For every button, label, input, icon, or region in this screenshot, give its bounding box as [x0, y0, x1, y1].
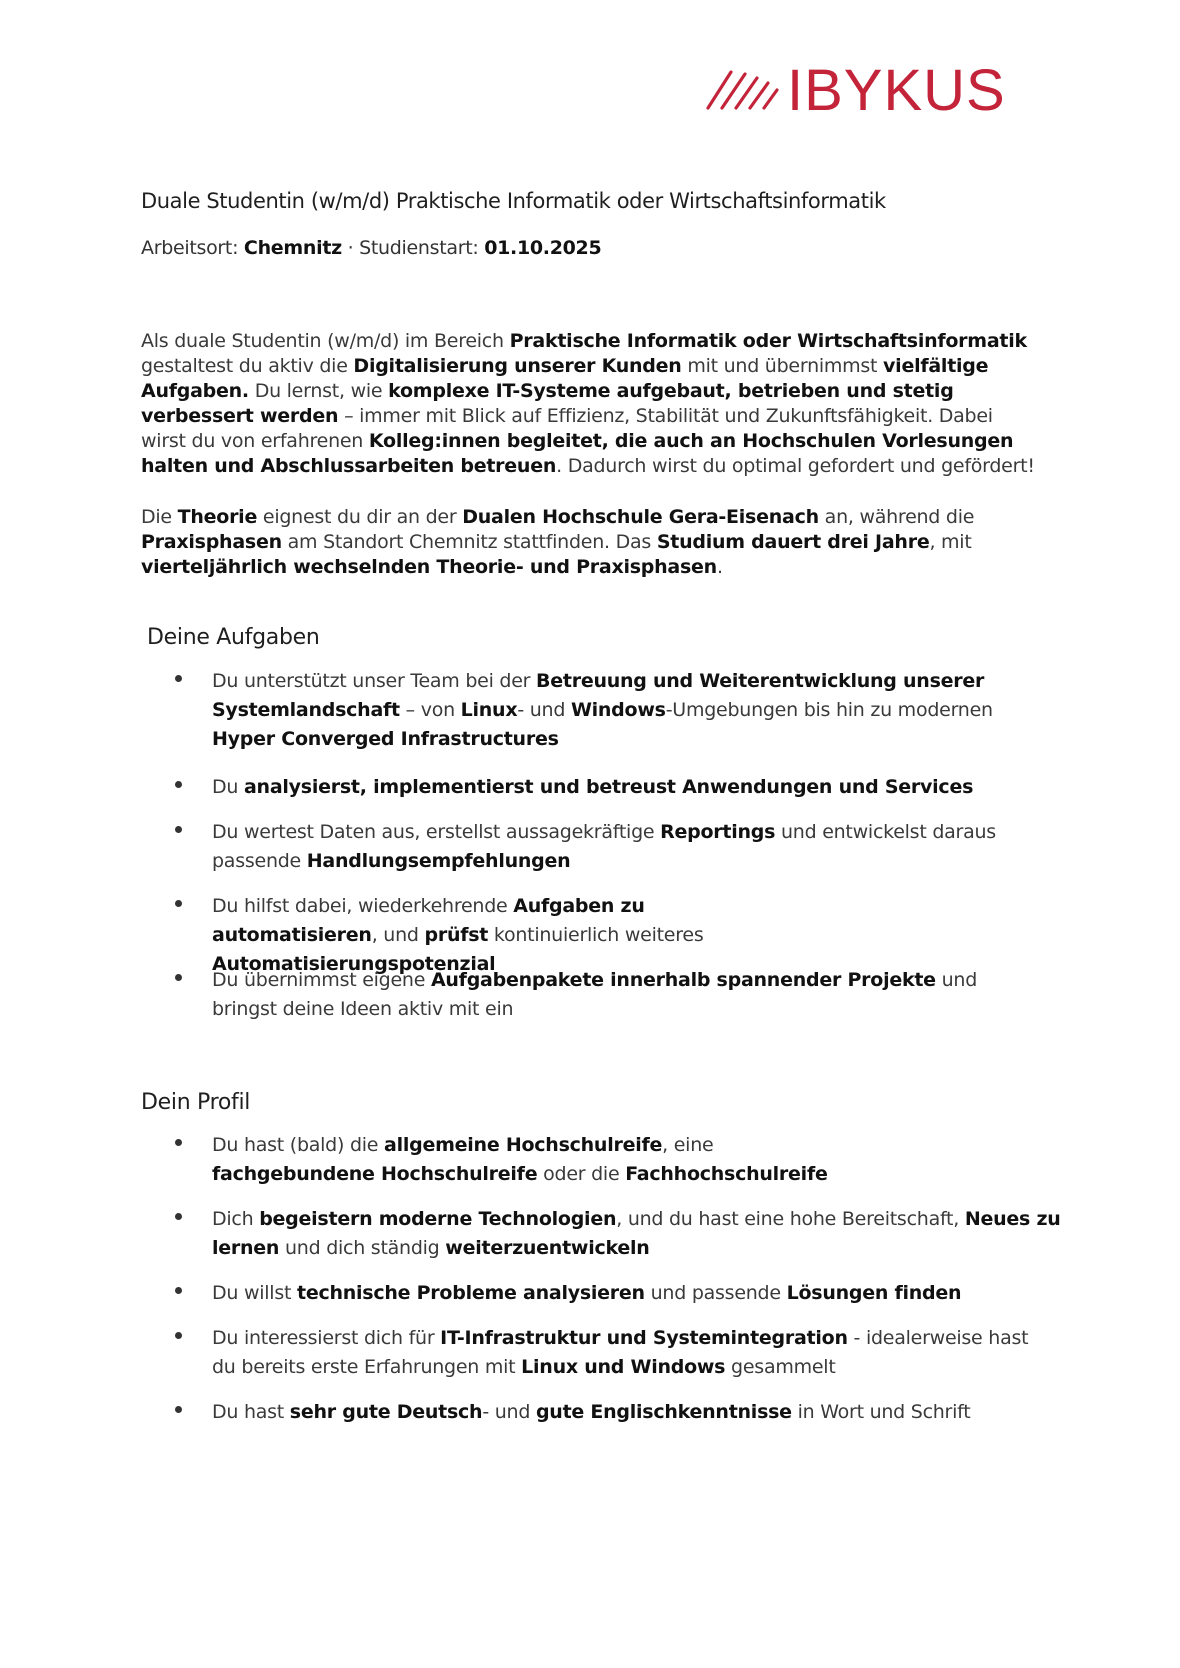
text-run: Du wertest Daten aus, erstellst aussagekräftige [212, 821, 661, 843]
text-run: kontinuierlich weiteres [488, 924, 704, 946]
emphasis-text: gute Englischkenntnisse [535, 1401, 792, 1423]
emphasis-text: sehr gute Deutsch [289, 1401, 483, 1423]
start-date: 01.10.2025 [484, 237, 602, 259]
text-run: Die [141, 506, 178, 528]
list-item-text [212, 966, 1022, 1024]
emphasis-text: Lösungen finden [786, 1282, 962, 1304]
emphasis-text: Betreuung und Weiterentwicklung unserer Systemlandschaft [212, 670, 985, 721]
text-run: in Wort und Schrift [791, 1401, 971, 1423]
text-run: . [716, 556, 723, 578]
emphasis-text: technische Probleme analysieren [296, 1282, 645, 1304]
location-label: Arbeitsort: [141, 237, 244, 259]
text-run: , mit [929, 531, 972, 553]
text-run: Du hast (bald) die [212, 1134, 385, 1156]
emphasis-text: Neues zu lernen [212, 1208, 1061, 1259]
text-run: , und [371, 924, 425, 946]
emphasis-text: fachgebundene Hochschulreife [212, 1163, 538, 1185]
emphasis-text: Hyper Converged Infrastructures [212, 728, 559, 750]
text-run: Du unterstützt unser Team bei der [212, 670, 536, 692]
emphasis-text: Linux [460, 699, 518, 721]
text-run: - und [482, 1401, 536, 1423]
emphasis-text: vierteljährlich wechselnden Theorie- und Praxisphasen [141, 556, 717, 578]
emphasis-text: begeistern moderne Technologien [259, 1208, 617, 1230]
location-value: Chemnitz [243, 237, 342, 259]
text-run: gestaltest du aktiv die [141, 355, 354, 377]
emphasis-text: vielfältige Aufgaben. [141, 355, 989, 402]
list-item-text [212, 1131, 852, 1189]
emphasis-text: komplexe IT-Systeme aufgebaut, betrieben und stetig verbessert werden [141, 380, 954, 427]
bullet-icon [175, 781, 182, 788]
meta-separator: · [341, 237, 360, 259]
list-item-text [212, 1279, 1052, 1308]
emphasis-text: Reportings [660, 821, 776, 843]
emphasis-text: analysierst, implementierst und betreust Anwendungen und Services [243, 776, 974, 798]
job-title: Duale Studentin (w/m/d) Praktische Informatik oder Wirtschaftsinformatik [141, 189, 886, 213]
text-run: gesammelt [725, 1356, 836, 1378]
text-run: Du übernimmst eigene [212, 969, 431, 991]
emphasis-text: Praktische Informatik oder Wirtschaftsinformatik [509, 330, 1027, 352]
bullet-icon [175, 826, 182, 833]
start-label: Studienstart: [359, 237, 485, 259]
bullet-icon [175, 900, 182, 907]
list-item-text [212, 1324, 1042, 1382]
intro-paragraph [141, 329, 1041, 479]
text-run: – immer mit Blick auf Effizienz, Stabilität und Zukunftsfähigkeit. Dabei wirst du von erfahrenen [141, 405, 993, 452]
text-run: Du lernst, wie [248, 380, 389, 402]
emphasis-text: Kolleg:innen begleitet, die auch an Hochschulen Vorlesungen halten und Abschlussarbeiten betreuen [141, 430, 1014, 477]
list-item-text [212, 667, 1052, 754]
emphasis-text: Handlungsempfehlungen [306, 850, 571, 872]
text-run: – von [399, 699, 461, 721]
emphasis-text: Windows [570, 699, 666, 721]
text-run: und bringst deine Ideen aktiv mit ein [212, 969, 978, 1020]
text-run: - idealerweise hast du bereits erste Erfahrungen mit [212, 1327, 1029, 1378]
text-run: , und du hast eine hohe Bereitschaft, [616, 1208, 965, 1230]
text-run: Du willst [212, 1282, 297, 1304]
text-run: Du interessierst dich für [212, 1327, 441, 1349]
list-item-text [212, 773, 1052, 802]
emphasis-text: Theorie [177, 506, 258, 528]
list-item-text [212, 1398, 1052, 1427]
text-run: und dich ständig [279, 1237, 446, 1259]
text-run: an, während die [818, 506, 975, 528]
text-run: Du hast [212, 1401, 290, 1423]
emphasis-text: Aufgabenpakete innerhalb spannender Projekte [430, 969, 936, 991]
text-run: Dich [212, 1208, 260, 1230]
emphasis-text: weiterzuentwickeln [445, 1237, 650, 1259]
logo-mark-icon [708, 72, 777, 108]
section-heading-profil: Dein Profil [141, 1090, 251, 1115]
text-run: Als duale Studentin (w/m/d) im Bereich [141, 330, 510, 352]
emphasis-text: allgemeine Hochschulreife [384, 1134, 663, 1156]
text-run: und passende [644, 1282, 787, 1304]
text-run: Du hilfst dabei, wiederkehrende [212, 895, 514, 917]
logo-wordmark: IBYKUS [787, 62, 1006, 123]
bullet-icon [175, 1406, 182, 1413]
emphasis-text: Aufgaben zu automatisieren [212, 895, 645, 946]
emphasis-text: Linux und Windows [521, 1356, 726, 1378]
emphasis-text: Dualen Hochschule Gera-Eisenach [462, 506, 819, 528]
job-meta [141, 237, 601, 259]
text-run: . Dadurch wirst du optimal gefordert und gefördert! [556, 455, 1035, 477]
emphasis-text: Studium dauert drei Jahre [656, 531, 930, 553]
emphasis-text: Fachhochschulreife [625, 1163, 828, 1185]
company-logo [705, 62, 1025, 132]
text-run: oder die [537, 1163, 626, 1185]
emphasis-text: Praxisphasen [141, 531, 282, 553]
text-run: am Standort Chemnitz stattfinden. Das [281, 531, 657, 553]
study-structure-paragraph [141, 505, 981, 580]
bullet-icon [175, 675, 182, 682]
bullet-icon [175, 1287, 182, 1294]
emphasis-text: Automatisierungspotenzial [212, 953, 496, 975]
emphasis-text: IT-Infrastruktur und Systemintegration [440, 1327, 848, 1349]
list-item-text [212, 818, 1052, 876]
section-heading-aufgaben: Deine Aufgaben [147, 625, 320, 650]
text-run: - und [517, 699, 571, 721]
bullet-icon [175, 974, 182, 981]
emphasis-text: prüfst [424, 924, 489, 946]
bullet-icon [175, 1139, 182, 1146]
emphasis-text: Digitalisierung unserer Kunden [353, 355, 682, 377]
text-run: eignest du dir an der [257, 506, 463, 528]
text-run: , eine [662, 1134, 714, 1156]
bullet-icon [175, 1332, 182, 1339]
text-run: und entwickelst daraus passende [212, 821, 996, 872]
bullet-icon [175, 1213, 182, 1220]
text-run: mit und übernimmst [681, 355, 884, 377]
text-run: Du [212, 776, 244, 798]
text-run: -Umgebungen bis hin zu modernen [665, 699, 993, 721]
list-item-text [212, 1205, 1067, 1263]
